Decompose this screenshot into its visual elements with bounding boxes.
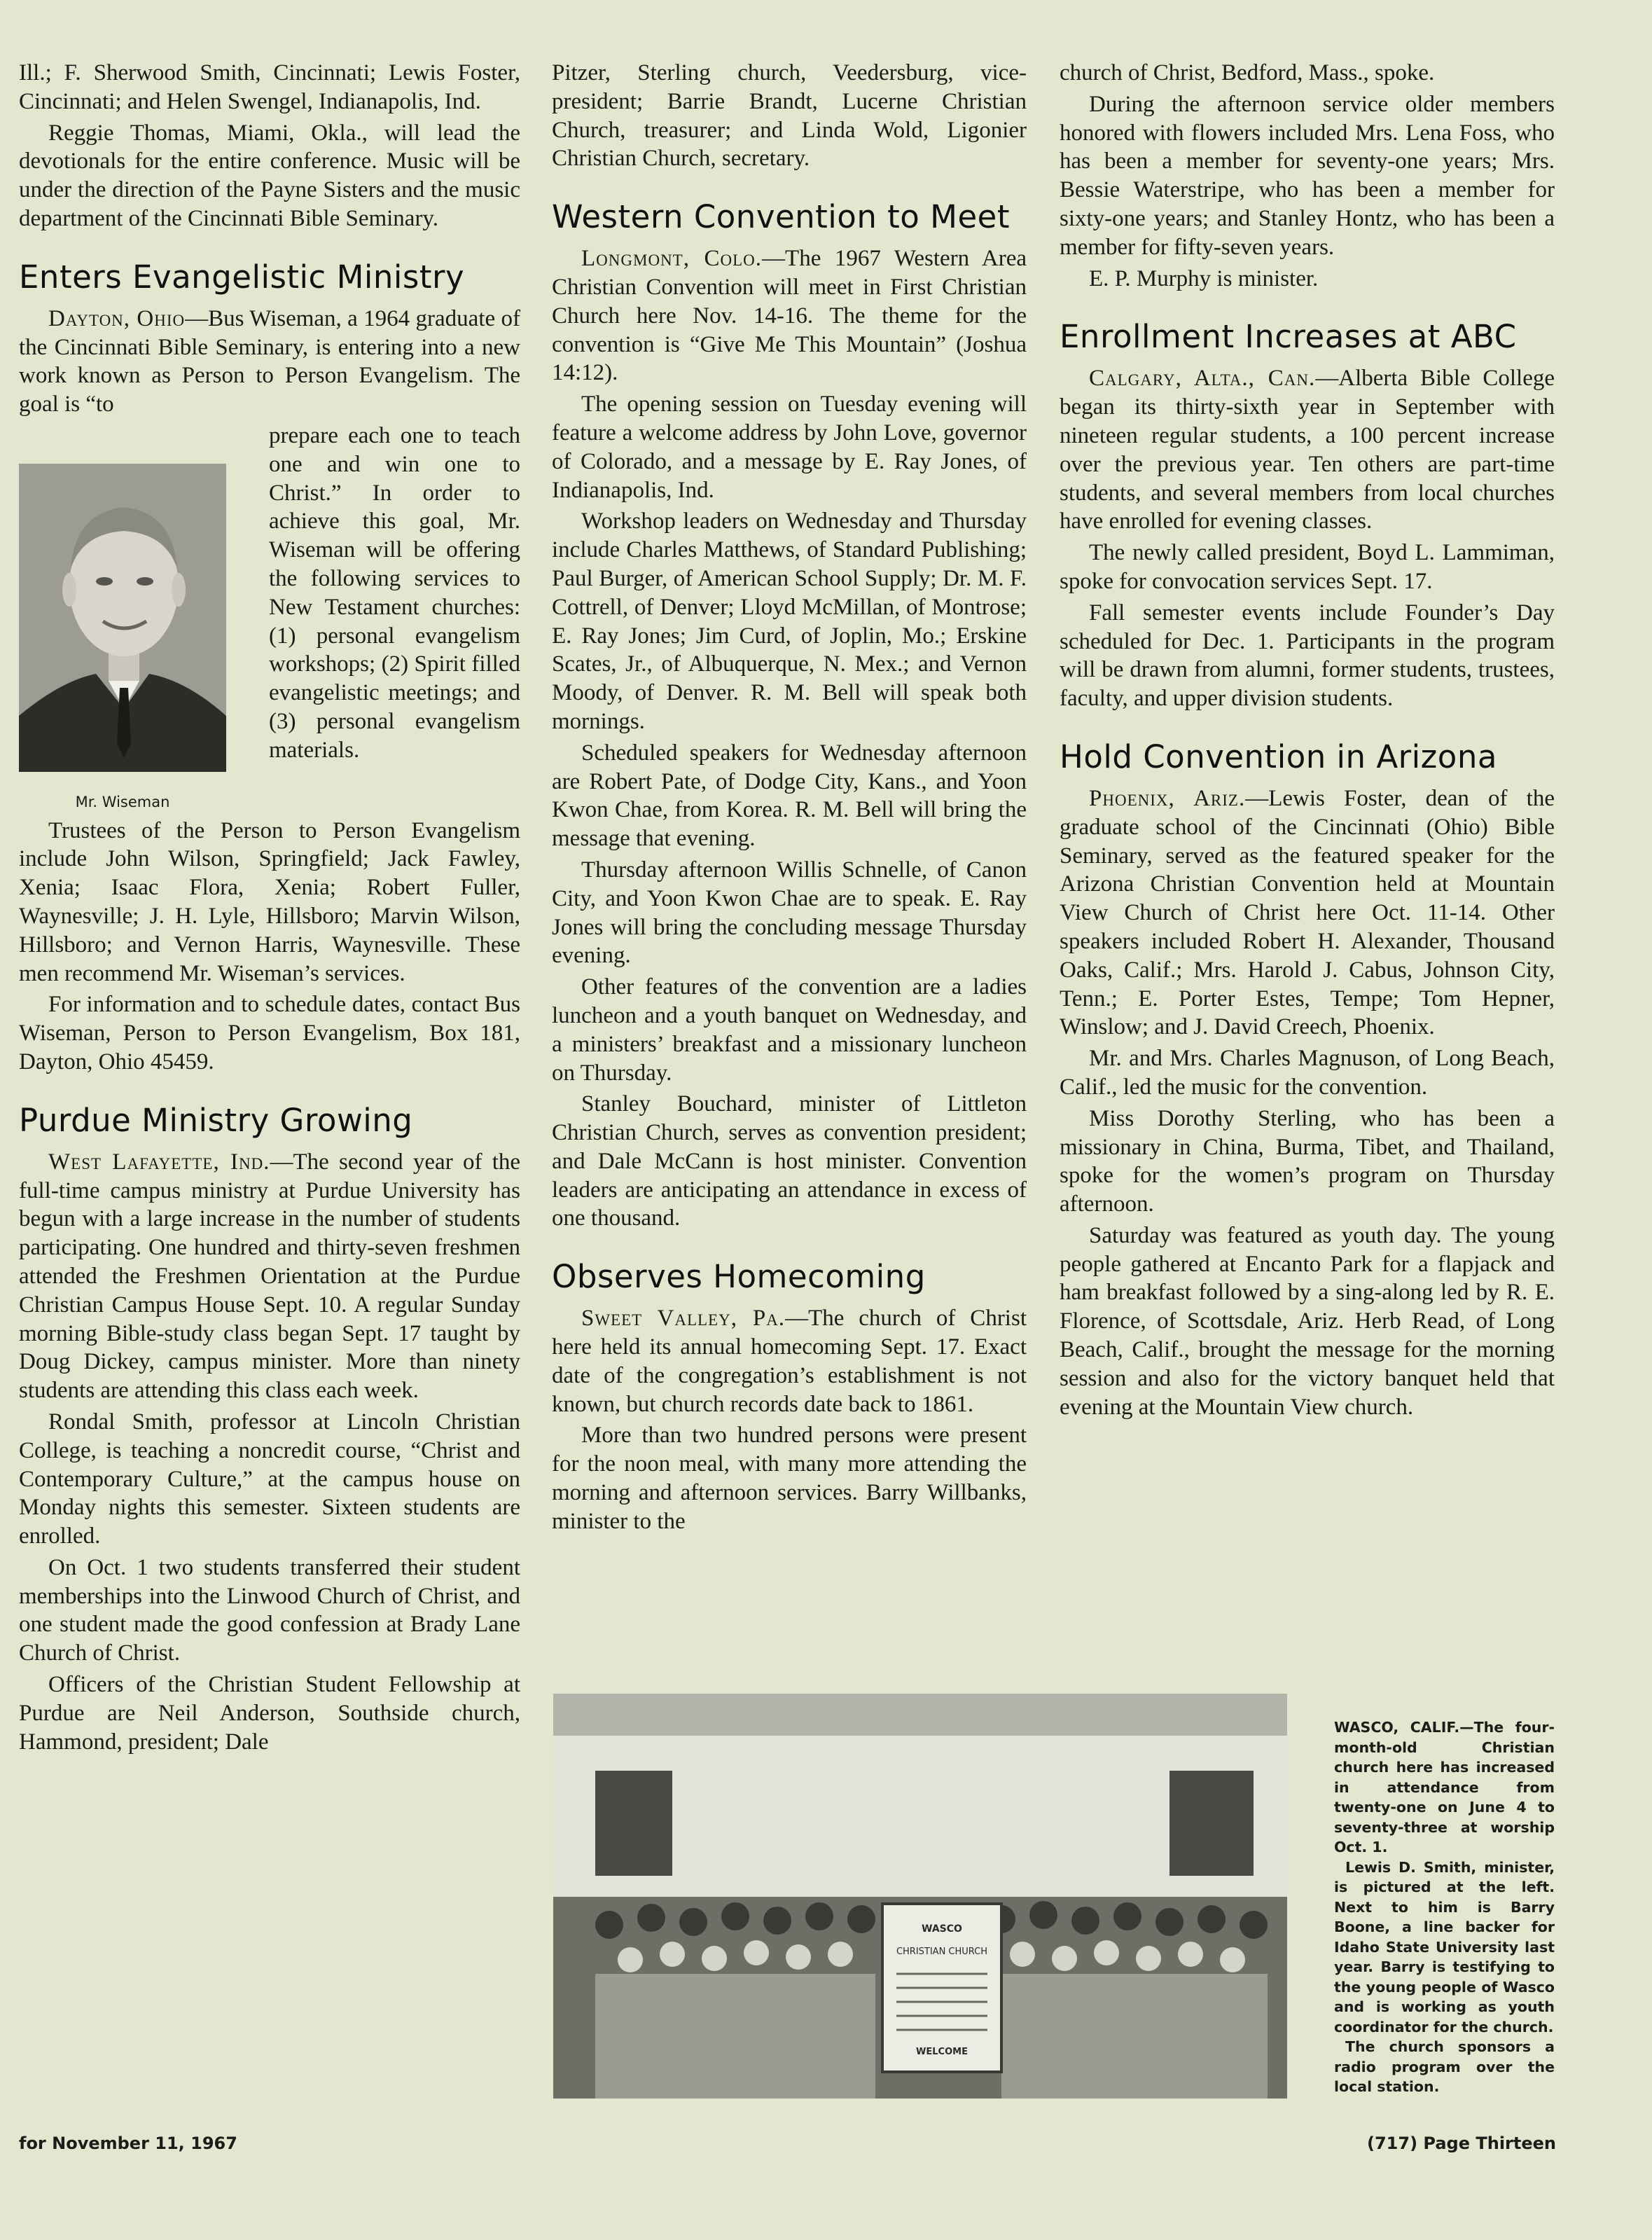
caption-text: Lewis D. Smith, minister, is pictured at the left. Next to him is Barry Boone, a line backer for Idaho State University last year. Barry is testifying to the young people of Wasco and is working as youth coordinator for the church.: [1334, 1858, 1555, 2035]
article-title: Purdue Ministry Growing: [19, 1101, 413, 1139]
group-photo: [553, 1694, 1287, 2099]
paragraph: Other features of the convention are a ladies luncheon and a youth banquet on Wednesday, and a ministers’ breakfast and a missionary luncheon on Thursday.: [552, 974, 1027, 1086]
dateline: West Lafayette, Ind.: [48, 1149, 270, 1175]
paragraph: Ill.; F. Sherwood Smith, Cincinnati; Lewis Foster, Cincinnati; and Helen Swengel, Indianapolis, Ind.: [19, 60, 520, 114]
photo-wrap-area: [19, 422, 520, 817]
paragraph: During the afternoon service older members honored with flowers included Mrs. Lena Foss, who has been a member for seventy-one years; Mrs. Bessie Waterstripe, who has been a member for sixty-one years; and Stanley Hontz, who has been a member for fifty-seven years.: [1060, 91, 1555, 260]
paragraph: For information and to schedule dates, contact Bus Wiseman, Person to Person Evangelism, Box 181, Dayton, Ohio 45459.: [19, 992, 520, 1074]
paragraph: On Oct. 1 two students transferred their student memberships into the Linwood Church of Christ, and one student made the good confession at Brady Lane Church of Christ.: [19, 1554, 520, 1666]
paragraph: The opening session on Tuesday evening will feature a welcome address by John Love, governor of Colorado, and a message by E. Ray Jones, of Indianapolis, Ind.: [552, 392, 1027, 503]
paragraph: Trustees of the Person to Person Evangelism include John Wilson, Springfield; Jack Fawley, Xenia; Isaac Flora, Xenia; Robert Fuller, Waynesville; J. H. Lyle, Hillsboro; Marvin Wilson, Hillsboro; and Vernon Harris, Waynesville. These men recommend Mr. Wiseman’s services.: [19, 817, 520, 986]
paragraph: —The 1967 Western Area Christian Convention will meet in First Christian Church here Nov. 14-16. The theme for the convention is “Give Me This Mountain” (Joshua 14:12).: [552, 246, 1027, 386]
wrap-text: [269, 422, 520, 768]
article-title: Observes Homecoming: [552, 1258, 926, 1296]
dateline: Sweet Valley, Pa.: [581, 1306, 786, 1332]
footer-date: for November 11, 1967: [19, 2134, 237, 2153]
dateline: Calgary, Alta., Can.: [1089, 366, 1316, 392]
column-2: [552, 59, 1027, 1539]
paragraph: Miss Dorothy Sterling, who has been a missionary in China, Burma, Tibet, and Thailand, spoke for the women’s program on Thursday afternoon.: [1060, 1105, 1555, 1217]
paragraph: —Bus Wiseman, a 1964 graduate of the Cincinnati Bible Seminary, is entering into a new work known as Person to Person Evangelism. The goal is “to: [19, 305, 520, 417]
paragraph: Reggie Thomas, Miami, Okla., will lead the devotionals for the entire conference. Music will be under the direction of the Payne Sisters and the music department of the Cincinnati Bible Seminary.: [19, 120, 520, 231]
paragraph: —Alberta Bible College began its thirty-sixth year in September with nineteen regular students, a 100 percent increase over the previous year. Ten others are part-time students, and several members from local churches have enrolled for evening classes.: [1060, 366, 1555, 534]
paragraph: Scheduled speakers for Wednesday afternoon are Robert Pate, of Dodge City, Kans., and Yoon Kwon Chae, from Korea. R. M. Bell will bring the message that evening.: [552, 740, 1027, 852]
paragraph: Thursday afternoon Willis Schnelle, of Canon City, and Yoon Kwon Chae are to speak. E. Ray Jones will bring the concluding message Thursday evening.: [552, 857, 1027, 969]
article-title: Hold Convention in Arizona: [1060, 738, 1497, 775]
sign-welcome: WELCOME: [916, 2047, 968, 2057]
paragraph: —The church of Christ here held its annual homecoming Sept. 17. Exact date of the congregation’s establishment is not known, but church records date back to 1861.: [552, 1306, 1027, 1417]
paragraph: More than two hundred persons were present for the noon meal, with many more attending the morning and afternoon services. Barry Willbanks, minister to the: [552, 1423, 1027, 1534]
article-title: Western Convention to Meet: [552, 198, 1010, 236]
paragraph: Mr. and Mrs. Charles Magnuson, of Long Beach, Calif., led the music for the convention.: [1060, 1046, 1555, 1100]
paragraph: church of Christ, Bedford, Mass., spoke.: [1060, 60, 1435, 85]
portrait-photo: [19, 464, 226, 772]
paragraph: Pitzer, Sterling church, Veedersburg, vice-president; Barrie Brandt, Lucerne Christian Church, treasurer; and Linda Wold, Ligonier Christian Church, secretary.: [552, 60, 1027, 172]
paragraph: Rondal Smith, professor at Lincoln Christian College, is teaching a noncredit course, “Christ and Contemporary Culture,” at the campus house on Monday nights this semester. Sixteen students are enrolled.: [19, 1409, 520, 1549]
paragraph: prepare each one to teach one and win one to Christ.” In order to achieve this goal, Mr. Wiseman will be offering the following services to New Testament churches: (1) personal evangelism workshops; (2) Spirit filled evangelistic meetings; and (3) personal evangelism materials.: [269, 422, 520, 763]
footer-page-number: (717) Page Thirteen: [1367, 2134, 1556, 2153]
paragraph: Fall semester events include Founder’s Day scheduled for Dec. 1. Participants in the program will be drawn from alumni, former students, trustees, faculty, and upper division students.: [1060, 600, 1555, 712]
column-1: [19, 59, 520, 1759]
caption-text: —The four-month-old Christian church here has increased in attendance from twenty-one on June 4 to seventy-three at worship Oct. 1.: [1334, 1719, 1555, 1855]
paragraph: Stanley Bouchard, minister of Littleton Christian Church, serves as convention president; and Dale McCann is host minister. Convention leaders are anticipating an attendance in excess of one thousand.: [552, 1091, 1027, 1231]
paragraph: E. P. Murphy is minister.: [1089, 265, 1319, 291]
dateline: Longmont, Colo.: [581, 246, 763, 272]
portrait-figure: [19, 464, 254, 817]
sign-subtitle: CHRISTIAN CHURCH: [896, 1947, 988, 1957]
dateline: Dayton, Ohio: [48, 305, 186, 331]
article-title: Enrollment Increases at ABC: [1060, 318, 1517, 356]
paragraph: —The second year of the full-time campus ministry at Purdue University has begun with a large increase in the number of students participating. One hundred and thirty-seven freshmen attended the Freshmen Orientation at the Purdue Christian Campus House Sept. 10. A regular Sunday morning Bible-study class began Sept. 17 taught by Doug Dickey, campus minister. More than ninety students are attending this class each week.: [19, 1149, 521, 1404]
article-title: Enters Evangelistic Ministry: [19, 258, 465, 296]
column-3: [1060, 59, 1555, 1424]
paragraph: Workshop leaders on Wednesday and Thursday include Charles Matthews, of Standard Publishing; Paul Burger, of American School Supply; Dr. M. F. Cottrell, of Denver; Lloyd McMillan, of Montrose; E. Ray Jones; Jim Curd, of Joplin, Mo.; Erskine Scates, Jr., of Albuquerque, N. Mex.; and Vernon Moody, of Denver. R. M. Bell will speak both mornings.: [552, 509, 1027, 734]
caption-dateline: WASCO, CALIF.: [1334, 1719, 1460, 1736]
caption-text: The church sponsors a radio program over the local station.: [1334, 2038, 1555, 2095]
dateline: Phoenix, Ariz.: [1089, 785, 1246, 811]
photo-caption: Mr. Wiseman: [75, 793, 170, 810]
group-photo-caption: [1334, 1717, 1555, 2097]
sign-title: WASCO: [922, 1923, 962, 1935]
paragraph: Officers of the Christian Student Fellowship at Purdue are Neil Anderson, Southside church, Hammond, president; Dale: [19, 1672, 520, 1755]
paragraph: Saturday was featured as youth day. The young people gathered at Encanto Park for a flapjack and ham breakfast followed by a sing-along led by R. E. Florence, of Scottsdale, Ariz. Herb Read, of Long Beach, Calif., brought the message for the morning session and also for the victory banquet held that evening at the Mountain View church.: [1060, 1222, 1555, 1420]
paragraph: —Lewis Foster, dean of the graduate school of the Cincinnati (Ohio) Bible Seminary, served as the featured speaker for the Arizona Christian Convention held at Mountain View Church of Christ here Oct. 11-14. Other speakers included Robert H. Alexander, Thousand Oaks, Calif.; Mrs. Harold J. Cabus, Johnson City, Tenn.; E. Porter Estes, Tempe; Tom Hepner, Winslow; and J. David Creech, Phoenix.: [1060, 785, 1555, 1040]
paragraph: The newly called president, Boyd L. Lammiman, spoke for convocation services Sept. 17.: [1060, 540, 1555, 594]
